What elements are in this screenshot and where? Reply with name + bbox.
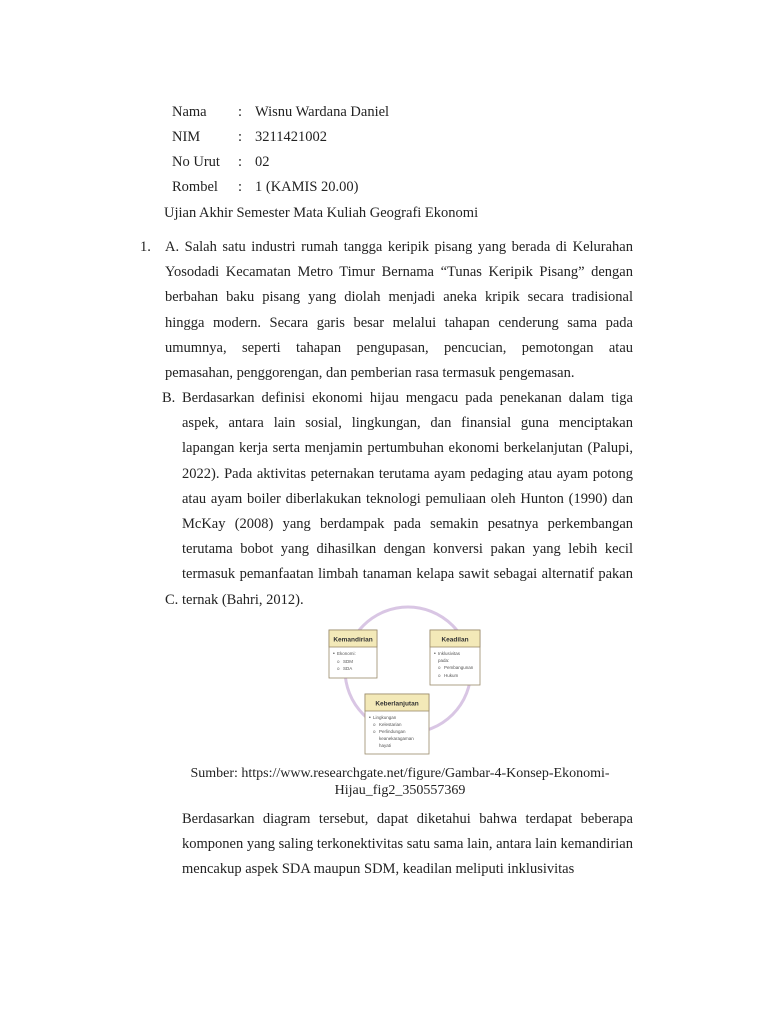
sub-bullet-icon: o <box>373 722 376 727</box>
figure-caption: Sumber: https://www.researchgate.net/figure/Gambar-4-Konsep-Ekonomi-Hijau_fig2_350557369 <box>190 766 610 798</box>
sub-bullet-icon: o <box>438 673 441 678</box>
bullet-icon: • <box>434 651 436 657</box>
identity-label: NIM <box>172 129 201 145</box>
box-item: Pembangunan <box>444 665 474 670</box>
identity-colon: : <box>238 104 243 120</box>
box-item: pada: <box>438 658 450 663</box>
question-number: 1. <box>140 239 151 255</box>
sub-bullet-icon: o <box>337 666 340 671</box>
identity-value: Wisnu Wardana Daniel <box>255 104 390 120</box>
box-item: Inklusivitas <box>438 651 461 656</box>
box-kemandirian <box>329 630 377 678</box>
answer-b-marker: B. <box>162 390 176 406</box>
box-item: Hukum <box>444 673 459 678</box>
identity-row-no-urut <box>172 152 389 177</box>
identity-row-rombel <box>172 177 389 202</box>
box-title: Kemandirian <box>333 636 373 644</box>
box-item: SDA <box>343 666 353 671</box>
identity-colon: : <box>238 154 243 170</box>
identity-colon: : <box>238 129 243 145</box>
identity-row-name <box>172 102 389 127</box>
box-item: Perlindungan <box>379 729 406 734</box>
sub-bullet-icon: o <box>438 665 441 670</box>
exam-title: Ujian Akhir Semester Mata Kuliah Geografi Ekonomi <box>164 205 479 221</box>
box-keadilan <box>430 630 480 685</box>
box-title: Keadilan <box>441 636 469 644</box>
box-item: Lingkungan <box>373 715 397 720</box>
box-title: Keberlanjutan <box>375 700 419 708</box>
identity-label: Nama <box>172 104 207 120</box>
box-keberlanjutan <box>365 694 429 754</box>
answer-a-paragraph: A. Salah satu industri rumah tangga keripik pisang yang berada di Kelurahan Yosodadi Kecamatan Metro Timur Bernama “Tunas Keripik Pisang” dengan berbahan baku pisang yang diolah menjadi aneka kripik secara tradisional hingga modern. Secara garis besar melalui tahapan cenderung sama pada umumnya, seperti tahapan pengupasan, pencucian, pemotongan atau pemasahan, penggorengan, dan pemberian rasa termasuk pengemasan. <box>165 239 633 382</box>
identity-table <box>172 102 389 202</box>
identity-value: 02 <box>255 154 270 170</box>
box-item: keanekaragaman <box>379 736 414 741</box>
green-economy-diagram <box>320 604 490 756</box>
box-item: SDM <box>343 659 353 664</box>
identity-colon: : <box>238 179 243 195</box>
identity-label: No Urut <box>172 154 220 170</box>
identity-label: Rombel <box>172 179 218 195</box>
conclusion-paragraph: Berdasarkan diagram tersebut, dapat diketahui bahwa terdapat beberapa komponen yang saling terkonektivitas satu sama lain, antara lain kemandirian mencakup aspek SDA maupun SDM, keadilan meliputi inklusivitas <box>182 811 633 878</box>
bullet-icon: • <box>369 715 371 721</box>
box-item: hayati <box>379 743 392 748</box>
bullet-icon: • <box>333 651 335 657</box>
box-item: Kelestarian <box>379 722 402 727</box>
identity-value: 1 (KAMIS 20.00) <box>255 179 359 195</box>
answer-b-paragraph: Berdasarkan definisi ekonomi hijau mengacu pada penekanan dalam tiga aspek, antara lain sosial, lingkungan, dan finansial guna menciptakan lapangan kerja serta menjamin pertumbuhan ekonomi berkelanjutan (Palupi, 2022). Pada aktivitas peternakan terutama ayam pedaging atau ayam potong atau ayam boiler diberlakukan teknologi pemuliaan oleh Hunton (1990) dan McKay (2008) yang berdampak pada semakin pesatnya perkembangan terutama bobot yang dihasilkan dengan konversi pakan yang lebih kecil termasuk pemanfaatan limbah tanaman kelapa sawit sebagai alternatif pakan ternak (Bahri, 2012). <box>182 390 633 608</box>
identity-row-nim <box>172 127 389 152</box>
sub-bullet-icon: o <box>373 729 376 734</box>
identity-value: 3211421002 <box>255 129 327 145</box>
box-item: Ekonomi: <box>337 651 356 656</box>
answer-c-marker: C. <box>165 592 179 608</box>
sub-bullet-icon: o <box>337 659 340 664</box>
